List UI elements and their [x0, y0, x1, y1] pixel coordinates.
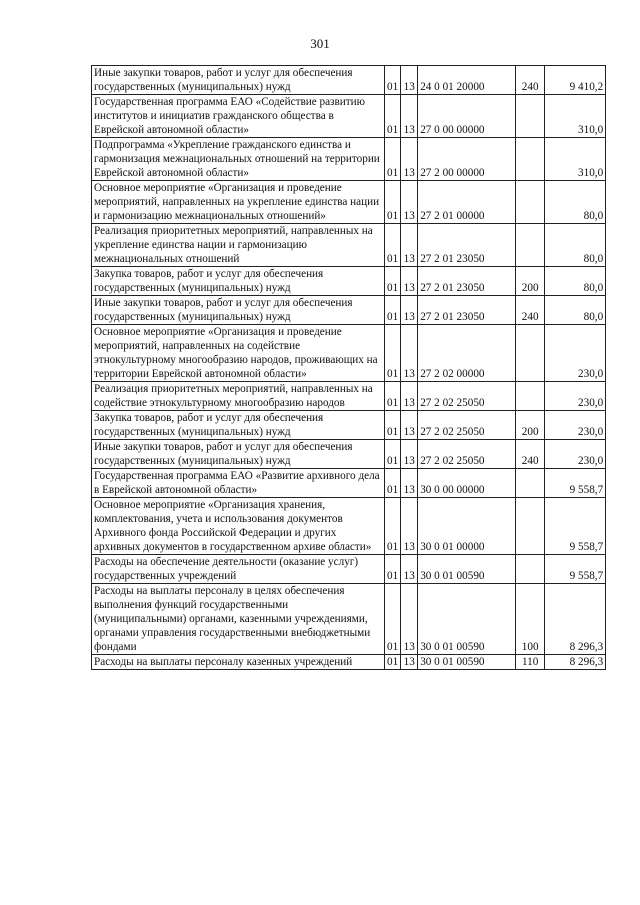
subsection-code-cell: 13: [401, 138, 418, 181]
section-code-cell: 01: [385, 555, 401, 584]
section-code-cell: 01: [385, 440, 401, 469]
expense-type-cell: 200: [516, 267, 545, 296]
section-code-cell: 01: [385, 382, 401, 411]
amount-cell: 230,0: [545, 382, 606, 411]
target-article-cell: 27 2 01 23050: [418, 267, 516, 296]
row-name-cell: Иные закупки товаров, работ и услуг для обеспечения государственных (муниципальных) нужд: [92, 66, 385, 95]
table-row: [92, 267, 606, 296]
amount-cell: 230,0: [545, 411, 606, 440]
expense-type-cell: 240: [516, 296, 545, 325]
amount-cell: 9 410,2: [545, 66, 606, 95]
row-name-cell: Государственная программа ЕАО «Развитие архивного дела в Еврейской автономной области»: [92, 469, 385, 498]
expense-type-cell: [516, 224, 545, 267]
target-article-cell: 27 2 01 23050: [418, 224, 516, 267]
amount-cell: 8 296,3: [545, 655, 606, 670]
section-code-cell: 01: [385, 498, 401, 555]
target-article-cell: 30 0 01 00590: [418, 655, 516, 670]
amount-cell: 9 558,7: [545, 469, 606, 498]
subsection-code-cell: 13: [401, 411, 418, 440]
subsection-code-cell: 13: [401, 498, 418, 555]
subsection-code-cell: 13: [401, 181, 418, 224]
row-name-cell: Закупка товаров, работ и услуг для обеспечения государственных (муниципальных) нужд: [92, 411, 385, 440]
section-code-cell: 01: [385, 584, 401, 655]
subsection-code-cell: 13: [401, 382, 418, 411]
table-row: [92, 66, 606, 95]
target-article-cell: 27 2 01 00000: [418, 181, 516, 224]
target-article-cell: 27 2 02 25050: [418, 440, 516, 469]
table-row: [92, 655, 606, 670]
table-row: [92, 411, 606, 440]
target-article-cell: 30 0 01 00590: [418, 584, 516, 655]
subsection-code-cell: 13: [401, 555, 418, 584]
row-name-cell: Основное мероприятие «Организация и проведение мероприятий, направленных на укрепление единства нации и гармонизацию межнациональных отношений»: [92, 181, 385, 224]
amount-cell: 80,0: [545, 224, 606, 267]
subsection-code-cell: 13: [401, 655, 418, 670]
subsection-code-cell: 13: [401, 66, 418, 95]
section-code-cell: 01: [385, 138, 401, 181]
amount-cell: 310,0: [545, 95, 606, 138]
amount-cell: 310,0: [545, 138, 606, 181]
target-article-cell: 27 2 02 25050: [418, 411, 516, 440]
expense-type-cell: [516, 325, 545, 382]
amount-cell: 80,0: [545, 181, 606, 224]
section-code-cell: 01: [385, 469, 401, 498]
section-code-cell: 01: [385, 181, 401, 224]
subsection-code-cell: 13: [401, 469, 418, 498]
section-code-cell: 01: [385, 267, 401, 296]
amount-cell: 230,0: [545, 325, 606, 382]
subsection-code-cell: 13: [401, 584, 418, 655]
target-article-cell: 27 2 00 00000: [418, 138, 516, 181]
section-code-cell: 01: [385, 296, 401, 325]
amount-cell: 80,0: [545, 296, 606, 325]
amount-cell: 80,0: [545, 267, 606, 296]
table-row: [92, 95, 606, 138]
table-row: [92, 440, 606, 469]
row-name-cell: Государственная программа ЕАО «Содействие развитию институтов и инициатив гражданского общества в Еврейской автономной области»: [92, 95, 385, 138]
subsection-code-cell: 13: [401, 95, 418, 138]
expense-type-cell: [516, 555, 545, 584]
row-name-cell: Реализация приоритетных мероприятий, направленных на укрепление единства нации и гармонизацию межнациональных отношений: [92, 224, 385, 267]
target-article-cell: 27 2 01 23050: [418, 296, 516, 325]
table-row: [92, 382, 606, 411]
table-row: [92, 498, 606, 555]
target-article-cell: 27 2 02 25050: [418, 382, 516, 411]
subsection-code-cell: 13: [401, 267, 418, 296]
table-row: [92, 325, 606, 382]
table-row: [92, 469, 606, 498]
expense-type-cell: 200: [516, 411, 545, 440]
section-code-cell: 01: [385, 655, 401, 670]
target-article-cell: 27 2 02 00000: [418, 325, 516, 382]
target-article-cell: 24 0 01 20000: [418, 66, 516, 95]
section-code-cell: 01: [385, 325, 401, 382]
page-number: 301: [310, 36, 330, 51]
amount-cell: 9 558,7: [545, 555, 606, 584]
row-name-cell: Расходы на выплаты персоналу казенных учреждений: [92, 655, 385, 670]
expense-type-cell: 240: [516, 66, 545, 95]
amount-cell: 8 296,3: [545, 584, 606, 655]
table-row: [92, 181, 606, 224]
row-name-cell: Подпрограмма «Укрепление гражданского единства и гармонизация межнациональных отношений на территории Еврейской автономной области»: [92, 138, 385, 181]
expense-type-cell: [516, 95, 545, 138]
table-row: [92, 584, 606, 655]
table-row: [92, 224, 606, 267]
expense-type-cell: [516, 382, 545, 411]
section-code-cell: 01: [385, 66, 401, 95]
row-name-cell: Расходы на выплаты персоналу в целях обеспечения выполнения функций государственными (муниципальными) органами, казенными учреждениями, органами управления государственными внебюджетными фондами: [92, 584, 385, 655]
target-article-cell: 30 0 00 00000: [418, 469, 516, 498]
expense-type-cell: [516, 498, 545, 555]
subsection-code-cell: 13: [401, 224, 418, 267]
target-article-cell: 30 0 01 00000: [418, 498, 516, 555]
target-article-cell: 27 0 00 00000: [418, 95, 516, 138]
row-name-cell: Иные закупки товаров, работ и услуг для обеспечения государственных (муниципальных) нужд: [92, 296, 385, 325]
expense-type-cell: [516, 138, 545, 181]
expense-type-cell: [516, 181, 545, 224]
table-row: [92, 555, 606, 584]
table-row: [92, 138, 606, 181]
expense-type-cell: 240: [516, 440, 545, 469]
subsection-code-cell: 13: [401, 325, 418, 382]
budget-table-body: [92, 66, 606, 670]
expense-type-cell: 110: [516, 655, 545, 670]
section-code-cell: 01: [385, 411, 401, 440]
amount-cell: 230,0: [545, 440, 606, 469]
row-name-cell: Иные закупки товаров, работ и услуг для обеспечения государственных (муниципальных) нужд: [92, 440, 385, 469]
amount-cell: 9 558,7: [545, 498, 606, 555]
target-article-cell: 30 0 01 00590: [418, 555, 516, 584]
table-row: [92, 296, 606, 325]
section-code-cell: 01: [385, 224, 401, 267]
row-name-cell: Закупка товаров, работ и услуг для обеспечения государственных (муниципальных) нужд: [92, 267, 385, 296]
subsection-code-cell: 13: [401, 440, 418, 469]
row-name-cell: Основное мероприятие «Организация и проведение мероприятий, направленных на содействие этнокультурному многообразию народов, проживающих на территории Еврейской автономной области»: [92, 325, 385, 382]
row-name-cell: Основное мероприятие «Организация хранения, комплектования, учета и использования документов Архивного фонда Российской Федерации и других архивных документов в государственном архиве области»: [92, 498, 385, 555]
row-name-cell: Реализация приоритетных мероприятий, направленных на содействие этнокультурному многообразию народов: [92, 382, 385, 411]
expense-type-cell: [516, 469, 545, 498]
expense-type-cell: 100: [516, 584, 545, 655]
row-name-cell: Расходы на обеспечение деятельности (оказание услуг) государственных учреждений: [92, 555, 385, 584]
section-code-cell: 01: [385, 95, 401, 138]
subsection-code-cell: 13: [401, 296, 418, 325]
budget-table: [91, 65, 606, 670]
